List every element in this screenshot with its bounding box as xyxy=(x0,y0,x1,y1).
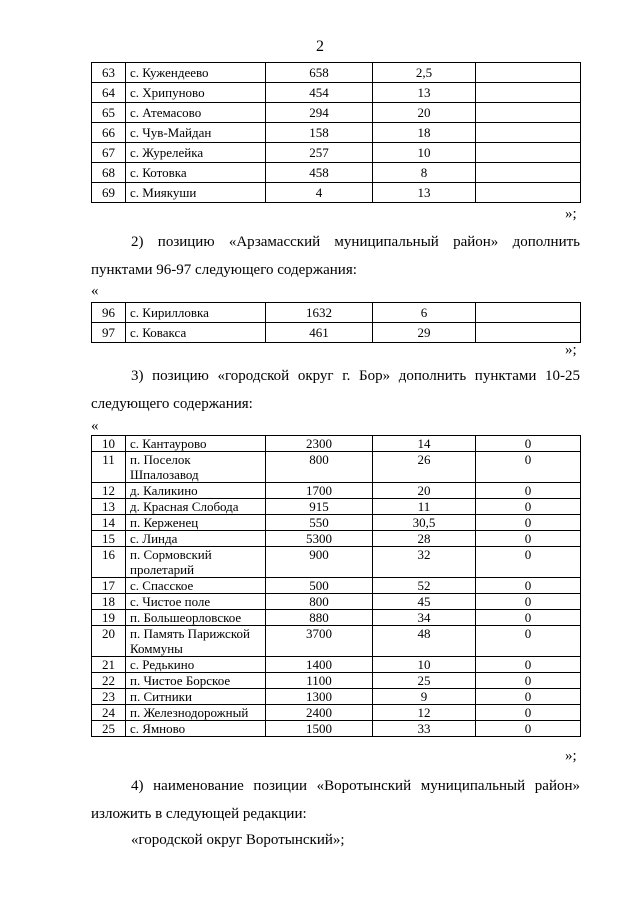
population-cell: 5300 xyxy=(266,531,373,547)
table-row xyxy=(92,452,581,483)
table-row xyxy=(92,689,581,705)
settlement-name-cell: с. Ямново xyxy=(126,721,266,737)
table-row xyxy=(92,83,581,103)
table-row xyxy=(92,499,581,515)
distance-cell: 2,5 xyxy=(373,63,476,83)
table-continuation xyxy=(91,62,581,203)
row-number-cell: 17 xyxy=(92,578,126,594)
paragraph-4-line-2: изложить в следующей редакции: xyxy=(91,806,307,822)
distance-cell: 32 xyxy=(373,547,476,578)
opening-quote-3: « xyxy=(91,418,99,434)
row-number-cell: 65 xyxy=(92,103,126,123)
extra-value-cell: 0 xyxy=(476,626,581,657)
row-number-cell: 66 xyxy=(92,123,126,143)
population-cell: 800 xyxy=(266,594,373,610)
paragraph-2-line-1: 2) позицию «Арзамасский муниципальный район» дополнить xyxy=(131,234,580,250)
settlement-name-cell: п. Большеорловское xyxy=(126,610,266,626)
population-cell: 158 xyxy=(266,123,373,143)
paragraph-3-line-2: следующего содержания: xyxy=(91,396,253,412)
extra-value-cell: 0 xyxy=(476,436,581,452)
row-number-cell: 63 xyxy=(92,63,126,83)
settlement-name-cell: с. Ковакса xyxy=(126,323,266,343)
settlement-name-cell: с. Атемасово xyxy=(126,103,266,123)
row-number-cell: 18 xyxy=(92,594,126,610)
settlement-name-cell: с. Линда xyxy=(126,531,266,547)
distance-cell: 33 xyxy=(373,721,476,737)
table-row xyxy=(92,657,581,673)
distance-cell: 25 xyxy=(373,673,476,689)
settlement-name-cell: с. Хрипуново xyxy=(126,83,266,103)
paragraph-3 xyxy=(91,362,580,418)
extra-value-cell xyxy=(476,123,581,143)
population-cell: 900 xyxy=(266,547,373,578)
settlement-name-cell: п. Ситники xyxy=(126,689,266,705)
settlement-name-cell: с. Чув-Майдан xyxy=(126,123,266,143)
settlement-name-cell: п. Сормовский пролетарий xyxy=(126,547,266,578)
extra-value-cell: 0 xyxy=(476,689,581,705)
extra-value-cell: 0 xyxy=(476,578,581,594)
row-number-cell: 22 xyxy=(92,673,126,689)
paragraph-3-line-1: 3) позицию «городской округ г. Бор» дополнить пунктами 10-25 xyxy=(131,368,580,384)
table-row xyxy=(92,123,581,143)
population-cell: 454 xyxy=(266,83,373,103)
extra-value-cell: 0 xyxy=(476,515,581,531)
table-row xyxy=(92,705,581,721)
population-cell: 800 xyxy=(266,452,373,483)
distance-cell: 8 xyxy=(373,163,476,183)
settlement-name-cell: с. Миякуши xyxy=(126,183,266,203)
settlement-name-cell: с. Котовка xyxy=(126,163,266,183)
population-cell: 1300 xyxy=(266,689,373,705)
extra-value-cell xyxy=(476,143,581,163)
opening-quote-2: « xyxy=(91,283,99,299)
row-number-cell: 10 xyxy=(92,436,126,452)
row-number-cell: 69 xyxy=(92,183,126,203)
distance-cell: 30,5 xyxy=(373,515,476,531)
table-row xyxy=(92,303,581,323)
paragraph-4-line-1: 4) наименование позиции «Воротынский муниципальный район» xyxy=(131,778,580,794)
row-number-cell: 24 xyxy=(92,705,126,721)
distance-cell: 14 xyxy=(373,436,476,452)
row-number-cell: 20 xyxy=(92,626,126,657)
row-number-cell: 96 xyxy=(92,303,126,323)
row-number-cell: 11 xyxy=(92,452,126,483)
table-row xyxy=(92,323,581,343)
table-row xyxy=(92,594,581,610)
table-row xyxy=(92,143,581,163)
extra-value-cell xyxy=(476,103,581,123)
settlement-name-cell: с. Спасское xyxy=(126,578,266,594)
row-number-cell: 13 xyxy=(92,499,126,515)
population-cell: 880 xyxy=(266,610,373,626)
distance-cell: 10 xyxy=(373,657,476,673)
settlement-name-cell: п. Железнодорожный xyxy=(126,705,266,721)
settlement-name-cell: с. Чистое поле xyxy=(126,594,266,610)
table-row xyxy=(92,610,581,626)
settlement-name-cell: п. Керженец xyxy=(126,515,266,531)
distance-cell: 26 xyxy=(373,452,476,483)
extra-value-cell: 0 xyxy=(476,705,581,721)
distance-cell: 29 xyxy=(373,323,476,343)
population-cell: 458 xyxy=(266,163,373,183)
closing-quote-3: »; xyxy=(565,748,577,764)
population-cell: 915 xyxy=(266,499,373,515)
settlement-name-cell: с. Кужендеево xyxy=(126,63,266,83)
population-cell: 658 xyxy=(266,63,373,83)
settlement-name-cell: п. Память Парижской Коммуны xyxy=(126,626,266,657)
table-arzamas xyxy=(91,302,581,343)
distance-cell: 20 xyxy=(373,483,476,499)
population-cell: 1100 xyxy=(266,673,373,689)
table-row xyxy=(92,626,581,657)
extra-value-cell xyxy=(476,303,581,323)
settlement-name-cell: с. Редькино xyxy=(126,657,266,673)
population-cell: 1400 xyxy=(266,657,373,673)
extra-value-cell: 0 xyxy=(476,657,581,673)
population-cell: 550 xyxy=(266,515,373,531)
row-number-cell: 97 xyxy=(92,323,126,343)
distance-cell: 6 xyxy=(373,303,476,323)
population-cell: 500 xyxy=(266,578,373,594)
population-cell: 4 xyxy=(266,183,373,203)
settlement-name-cell: п. Чистое Борское xyxy=(126,673,266,689)
population-cell: 2400 xyxy=(266,705,373,721)
table-row xyxy=(92,547,581,578)
extra-value-cell xyxy=(476,323,581,343)
table-row xyxy=(92,103,581,123)
table-row xyxy=(92,483,581,499)
extra-value-cell xyxy=(476,83,581,103)
paragraph-2-line-2: пунктами 96-97 следующего содержания: xyxy=(91,262,357,278)
distance-cell: 20 xyxy=(373,103,476,123)
settlement-name-cell: с. Журелейка xyxy=(126,143,266,163)
table-row xyxy=(92,515,581,531)
settlement-name-cell: д. Каликино xyxy=(126,483,266,499)
population-cell: 1500 xyxy=(266,721,373,737)
extra-value-cell: 0 xyxy=(476,673,581,689)
extra-value-cell xyxy=(476,63,581,83)
row-number-cell: 21 xyxy=(92,657,126,673)
row-number-cell: 19 xyxy=(92,610,126,626)
table-row xyxy=(92,436,581,452)
closing-quote-1: »; xyxy=(565,206,577,222)
population-cell: 257 xyxy=(266,143,373,163)
extra-value-cell: 0 xyxy=(476,499,581,515)
population-cell: 3700 xyxy=(266,626,373,657)
row-number-cell: 23 xyxy=(92,689,126,705)
table-row xyxy=(92,673,581,689)
settlement-name-cell: с. Кирилловка xyxy=(126,303,266,323)
distance-cell: 11 xyxy=(373,499,476,515)
distance-cell: 10 xyxy=(373,143,476,163)
table-row xyxy=(92,721,581,737)
settlement-name-cell: д. Красная Слобода xyxy=(126,499,266,515)
table-row xyxy=(92,183,581,203)
row-number-cell: 14 xyxy=(92,515,126,531)
extra-value-cell xyxy=(476,163,581,183)
table-bor xyxy=(91,435,581,737)
distance-cell: 9 xyxy=(373,689,476,705)
distance-cell: 18 xyxy=(373,123,476,143)
row-number-cell: 12 xyxy=(92,483,126,499)
distance-cell: 48 xyxy=(373,626,476,657)
distance-cell: 13 xyxy=(373,183,476,203)
extra-value-cell: 0 xyxy=(476,547,581,578)
row-number-cell: 16 xyxy=(92,547,126,578)
distance-cell: 45 xyxy=(373,594,476,610)
extra-value-cell: 0 xyxy=(476,483,581,499)
table-row xyxy=(92,531,581,547)
page-number: 2 xyxy=(316,38,324,55)
population-cell: 2300 xyxy=(266,436,373,452)
distance-cell: 12 xyxy=(373,705,476,721)
settlement-name-cell: п. Поселок Шпалозавод xyxy=(126,452,266,483)
population-cell: 1700 xyxy=(266,483,373,499)
row-number-cell: 67 xyxy=(92,143,126,163)
population-cell: 1632 xyxy=(266,303,373,323)
distance-cell: 13 xyxy=(373,83,476,103)
extra-value-cell: 0 xyxy=(476,594,581,610)
row-number-cell: 25 xyxy=(92,721,126,737)
paragraph-5: «городской округ Воротынский»; xyxy=(131,832,345,848)
extra-value-cell: 0 xyxy=(476,721,581,737)
row-number-cell: 15 xyxy=(92,531,126,547)
extra-value-cell: 0 xyxy=(476,610,581,626)
paragraph-2 xyxy=(91,228,580,284)
distance-cell: 34 xyxy=(373,610,476,626)
extra-value-cell: 0 xyxy=(476,452,581,483)
paragraph-4 xyxy=(91,772,580,828)
distance-cell: 52 xyxy=(373,578,476,594)
extra-value-cell: 0 xyxy=(476,531,581,547)
population-cell: 294 xyxy=(266,103,373,123)
extra-value-cell xyxy=(476,183,581,203)
settlement-name-cell: с. Кантаурово xyxy=(126,436,266,452)
closing-quote-2: »; xyxy=(565,342,577,358)
population-cell: 461 xyxy=(266,323,373,343)
table-row xyxy=(92,63,581,83)
table-row xyxy=(92,163,581,183)
distance-cell: 28 xyxy=(373,531,476,547)
row-number-cell: 64 xyxy=(92,83,126,103)
table-row xyxy=(92,578,581,594)
row-number-cell: 68 xyxy=(92,163,126,183)
